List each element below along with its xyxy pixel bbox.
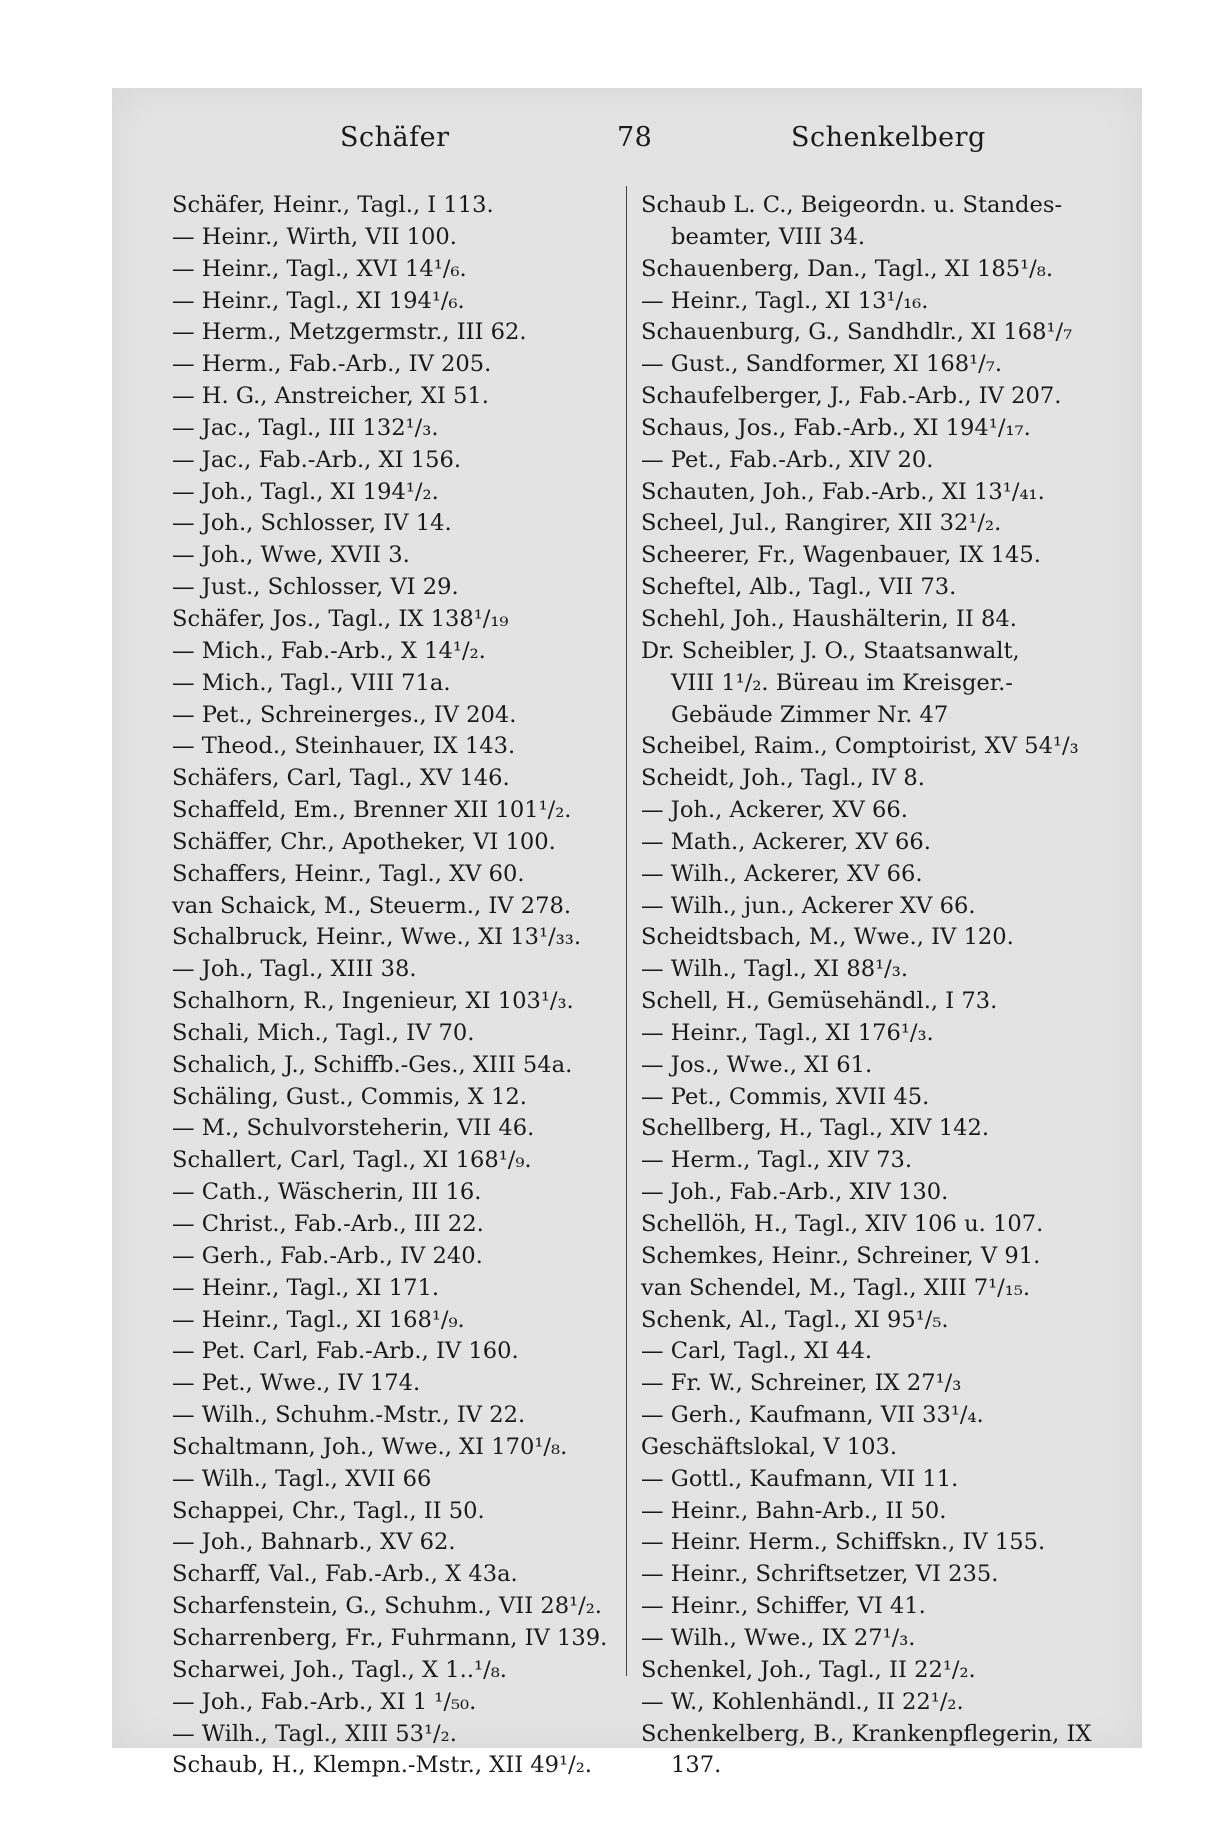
directory-entry: Scheidtsbach, M., Wwe., IV 120.: [641, 924, 1014, 951]
running-head-left: Schäfer: [340, 122, 450, 153]
directory-entry: Scheerer, Fr., Wagenbauer, IX 145.: [641, 542, 1041, 569]
directory-entry: VIII 1¹/₂. Büreau im Kreisger.-: [671, 669, 1013, 696]
directory-entry: — Joh., Fab.-Arb., XIV 130.: [641, 1179, 949, 1206]
directory-entry: Schemkes, Heinr., Schreiner, V 91.: [641, 1242, 1041, 1269]
directory-entry: — Gerh., Fab.-Arb., IV 240.: [172, 1242, 483, 1269]
directory-entry: — Math., Ackerer, XV 66.: [641, 828, 931, 855]
directory-entry: — Heinr., Bahn-Arb., II 50.: [641, 1497, 947, 1524]
directory-entry: — Heinr., Tagl., XI 176¹/₃.: [641, 1019, 934, 1046]
directory-entry: — Gust., Sandformer, XI 168¹/₇.: [641, 351, 1003, 378]
directory-entry: Schauenberg, Dan., Tagl., XI 185¹/₈.: [641, 255, 1054, 282]
directory-entry: — Pet., Commis, XVII 45.: [641, 1083, 930, 1110]
directory-entry: — Wilh., Tagl., XI 88¹/₃.: [641, 956, 909, 983]
directory-entry: Schellberg, H., Tagl., XIV 142.: [641, 1115, 990, 1142]
directory-entry: — Joh., Bahnarb., XV 62.: [172, 1529, 456, 1556]
directory-entry: — Joh., Wwe, XVII 3.: [172, 542, 410, 569]
directory-entry: — Cath., Wäscherin, III 16.: [172, 1179, 482, 1206]
directory-entry: — Just., Schlosser, VI 29.: [172, 574, 459, 601]
directory-entry: — Pet., Schreinerges., IV 204.: [172, 701, 517, 728]
page-number: 78: [617, 122, 653, 153]
directory-entry: Schaub, H., Klempn.-Mstr., XII 49¹/₂.: [172, 1752, 592, 1779]
directory-entry: Schenkel, Joh., Tagl., II 22¹/₂.: [641, 1656, 976, 1683]
directory-entry: — Joh., Ackerer, XV 66.: [641, 797, 908, 824]
directory-entry: — Heinr. Herm., Schiffskn., IV 155.: [641, 1529, 1046, 1556]
directory-entry: — Wilh., Schuhm.-Mstr., IV 22.: [172, 1402, 526, 1429]
directory-entry: Schenkelberg, B., Krankenpflegerin, IX: [641, 1720, 1092, 1747]
column-divider: [626, 186, 627, 1676]
directory-entry: Scheibel, Raim., Comptoirist, XV 54¹/₃: [641, 733, 1079, 760]
directory-entry: van Schendel, M., Tagl., XIII 7¹/₁₅.: [641, 1274, 1031, 1301]
directory-entry: Schauten, Joh., Fab.-Arb., XI 13¹/₄₁.: [641, 478, 1045, 505]
directory-entry: 137.: [671, 1752, 722, 1779]
directory-entry: — Heinr., Tagl., XI 171.: [172, 1274, 440, 1301]
directory-entry: — Carl, Tagl., XI 44.: [641, 1338, 873, 1365]
directory-entry: — Theod., Steinhauer, IX 143.: [172, 733, 516, 760]
directory-entry: — Heinr., Schriftsetzer, VI 235.: [641, 1561, 999, 1588]
directory-entry: Schalhorn, R., Ingenieur, XI 103¹/₃.: [172, 988, 574, 1015]
directory-entry: Schalich, J., Schiffb.-Ges., XIII 54a.: [172, 1051, 573, 1078]
directory-entry: — Herm., Metzgermstr., III 62.: [172, 319, 527, 346]
directory-entry: — Joh., Tagl., XIII 38.: [172, 956, 417, 983]
directory-entry: Schäling, Gust., Commis, X 12.: [172, 1083, 527, 1110]
directory-entry: — Mich., Fab.-Arb., X 14¹/₂.: [172, 637, 486, 664]
directory-entry: Schalbruck, Heinr., Wwe., XI 13¹/₃₃.: [172, 924, 582, 951]
directory-entry: Geschäftslokal, V 103.: [641, 1433, 898, 1460]
directory-entry: — Joh., Tagl., XI 194¹/₂.: [172, 478, 439, 505]
directory-entry: Schenk, Al., Tagl., XI 95¹/₅.: [641, 1306, 949, 1333]
directory-entry: Schaltmann, Joh., Wwe., XI 170¹/₈.: [172, 1433, 568, 1460]
directory-entry: Schappei, Chr., Tagl., II 50.: [172, 1497, 485, 1524]
directory-entry: — Herm., Fab.-Arb., IV 205.: [172, 351, 492, 378]
directory-entry: — Gottl., Kaufmann, VII 11.: [641, 1465, 959, 1492]
directory-entry: Schaffeld, Em., Brenner XII 101¹/₂.: [172, 797, 572, 824]
directory-entry: Schali, Mich., Tagl., IV 70.: [172, 1019, 475, 1046]
directory-entry: — Gerh., Kaufmann, VII 33¹/₄.: [641, 1402, 984, 1429]
directory-entry: Schauenburg, G., Sandhdlr., XI 168¹/₇: [641, 319, 1073, 346]
left-column: [172, 190, 622, 1782]
directory-entry: Scheidt, Joh., Tagl., IV 8.: [641, 765, 925, 792]
directory-entry: beamter, VIII 34.: [671, 223, 866, 250]
directory-entry: — H. G., Anstreicher, XI 51.: [172, 383, 489, 410]
directory-entry: Schaffers, Heinr., Tagl., XV 60.: [172, 860, 525, 887]
directory-entry: Schell, H., Gemüsehändl., I 73.: [641, 988, 998, 1015]
directory-entry: — Jac., Fab.-Arb., XI 156.: [172, 446, 462, 473]
directory-entry: Schehl, Joh., Haushälterin, II 84.: [641, 605, 1017, 632]
directory-entry: — Herm., Tagl., XIV 73.: [641, 1147, 913, 1174]
directory-entry: Schäffer, Chr., Apotheker, VI 100.: [172, 828, 556, 855]
directory-entry: — Fr. W., Schreiner, IX 27¹/₃: [641, 1370, 962, 1397]
directory-entry: — Wilh., Tagl., XVII 66: [172, 1465, 432, 1492]
directory-entry: — Jos., Wwe., XI 61.: [641, 1051, 873, 1078]
directory-entry: Scharff, Val., Fab.-Arb., X 43a.: [172, 1561, 518, 1588]
directory-entry: — Pet., Wwe., IV 174.: [172, 1370, 421, 1397]
directory-entry: — Pet. Carl, Fab.-Arb., IV 160.: [172, 1338, 519, 1365]
directory-entry: van Schaick, M., Steuerm., IV 278.: [172, 892, 572, 919]
directory-entry: — Heinr., Wirth, VII 100.: [172, 223, 457, 250]
directory-entry: — Heinr., Tagl., XI 194¹/₆.: [172, 287, 465, 314]
directory-entry: — Mich., Tagl., VIII 71a.: [172, 669, 451, 696]
directory-entry: — Joh., Fab.-Arb., XI 1 ¹/₅₀.: [172, 1688, 477, 1715]
directory-entry: Dr. Scheibler, J. O., Staatsanwalt,: [641, 637, 1020, 664]
directory-entry: Scheel, Jul., Rangirer, XII 32¹/₂.: [641, 510, 1002, 537]
directory-entry: Schaub L. C., Beigeordn. u. Standes-: [641, 192, 1063, 218]
directory-entry: — Pet., Fab.-Arb., XIV 20.: [641, 446, 934, 473]
directory-entry: — Christ., Fab.-Arb., III 22.: [172, 1211, 484, 1237]
directory-entry: Schäfers, Carl, Tagl., XV 146.: [172, 765, 510, 792]
directory-entry: Schaufelberger, J., Fab.-Arb., IV 207.: [641, 383, 1062, 410]
directory-entry: — Wilh., Wwe., IX 27¹/₃.: [641, 1624, 916, 1651]
running-head-right: Schenkelberg: [791, 122, 986, 153]
directory-entry: — Heinr., Tagl., XVI 14¹/₆.: [172, 255, 467, 282]
directory-entry: — Heinr., Tagl., XI 13¹/₁₆.: [641, 287, 929, 314]
directory-entry: Scharwei, Joh., Tagl., X 1..¹/₈.: [172, 1656, 507, 1683]
directory-entry: — Wilh., jun., Ackerer XV 66.: [641, 892, 976, 919]
directory-entry: — Wilh., Tagl., XIII 53¹/₂.: [172, 1720, 457, 1747]
directory-entry: — W., Kohlenhändl., II 22¹/₂.: [641, 1688, 964, 1715]
directory-entry: Schallert, Carl, Tagl., XI 168¹/₉.: [172, 1147, 532, 1174]
directory-entry: — M., Schulvorsteherin, VII 46.: [172, 1115, 535, 1142]
directory-entry: — Jac., Tagl., III 132¹/₃.: [172, 414, 439, 441]
directory-entry: Schellöh, H., Tagl., XIV 106 u. 107.: [641, 1211, 1044, 1237]
right-column: [641, 190, 1091, 1782]
directory-entry: Scharfenstein, G., Schuhm., VII 28¹/₂.: [172, 1593, 602, 1620]
directory-entry: — Wilh., Ackerer, XV 66.: [641, 860, 923, 887]
directory-entry: — Joh., Schlosser, IV 14.: [172, 510, 452, 537]
directory-entry: Gebäude Zimmer Nr. 47: [671, 701, 949, 728]
directory-entry: Schaus, Jos., Fab.-Arb., XI 194¹/₁₇.: [641, 414, 1031, 441]
directory-entry: Scheftel, Alb., Tagl., VII 73.: [641, 574, 957, 601]
directory-entry: Scharrenberg, Fr., Fuhrmann, IV 139.: [172, 1624, 608, 1651]
directory-entry: — Heinr., Tagl., XI 168¹/₉.: [172, 1306, 465, 1333]
directory-entry: Schäfer, Heinr., Tagl., I 113.: [172, 192, 494, 218]
directory-entry: Schäfer, Jos., Tagl., IX 138¹/₁₉: [172, 605, 509, 632]
directory-entry: — Heinr., Schiffer, VI 41.: [641, 1593, 926, 1620]
